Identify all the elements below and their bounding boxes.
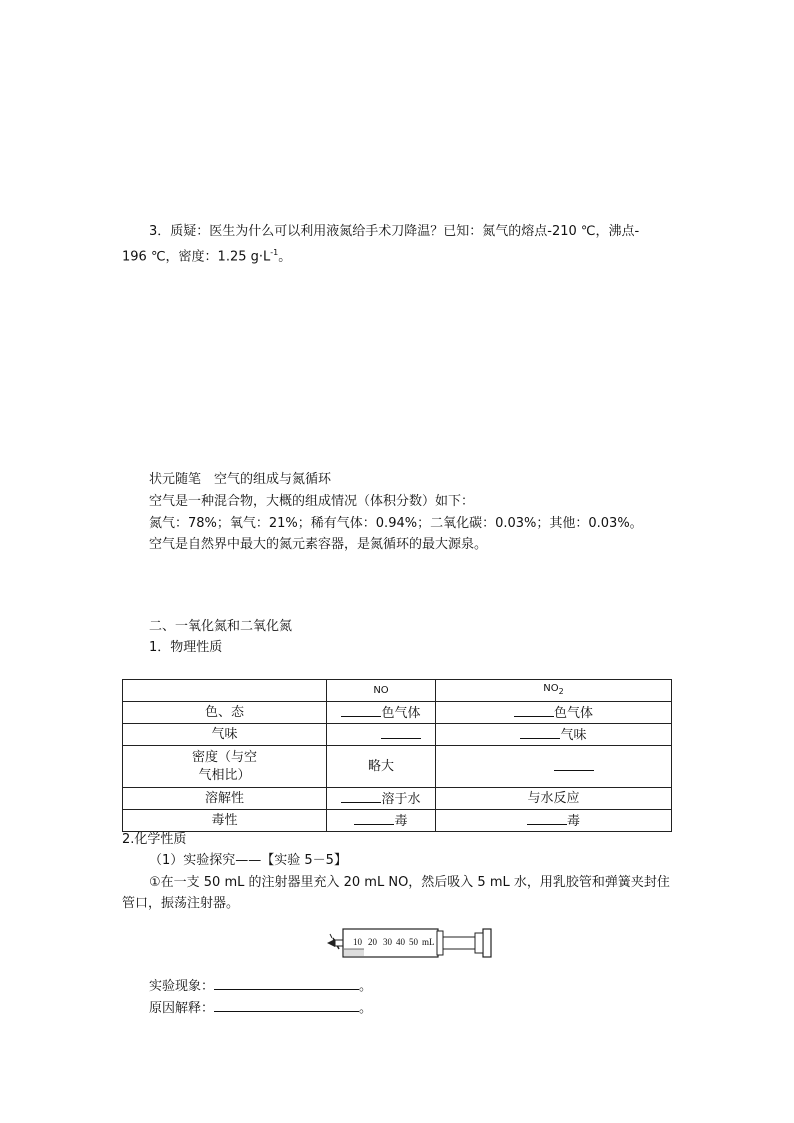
experiment-step1-line2: 管口，振荡注射器。	[122, 896, 240, 911]
phenomenon-label: 实验现象：	[149, 979, 215, 994]
cell-no2-odor[interactable]: 气味	[436, 724, 672, 746]
plunger-thumb	[483, 929, 491, 957]
explanation-answer-blank[interactable]	[214, 997, 359, 1012]
header-no: NO	[327, 680, 436, 702]
scale-label: 20	[368, 937, 377, 947]
experiment-step1-line1: ①在一支 50 mL 的注射器里充入 20 mL NO，然后吸入 5 mL 水，用乳胶管和弹簧夹封住	[149, 875, 670, 890]
row-label: 密度（与空 气相比）	[123, 746, 327, 788]
cell-no-toxicity[interactable]: 毒	[327, 810, 436, 832]
scale-label: 50	[409, 937, 418, 947]
scale-label: 40	[396, 937, 405, 947]
cell-no2-toxicity[interactable]: 毒	[436, 810, 672, 832]
table-row	[123, 810, 672, 832]
section-heading: 二、一氧化氮和二氧化氮	[149, 619, 293, 634]
period: 。	[359, 979, 373, 994]
cell-no-solubility[interactable]: 溶于水	[327, 788, 436, 810]
fill-blank[interactable]	[527, 810, 567, 825]
experiment-title: （1）实验探究——【实验 5－5】	[149, 853, 347, 868]
physical-properties-heading: 1．物理性质	[149, 640, 223, 655]
cell-no-odor[interactable]	[327, 724, 436, 746]
water-layer	[344, 949, 364, 956]
cell-no-density: 略大	[327, 746, 436, 788]
row-label: 毒性	[123, 810, 327, 832]
fill-blank[interactable]	[514, 702, 554, 717]
period: 。	[359, 1001, 373, 1016]
period: 。	[278, 249, 292, 265]
syringe-diagram	[323, 923, 503, 963]
cell-no-color[interactable]: 色气体	[327, 702, 436, 724]
scale-label: 10	[353, 937, 362, 947]
note-line2: 氮气：78%；氧气：21%；稀有气体：0.94%；二氧化碳：0.03%；其他：0.03%。	[149, 516, 643, 531]
table-row	[123, 702, 672, 724]
row-label: 溶解性	[123, 788, 327, 810]
note-title: 状元随笔 空气的组成与氮循环	[149, 472, 332, 487]
cell-no2-density[interactable]	[436, 746, 672, 788]
note-line1: 空气是一种混合物，大概的组成情况（体积分数）如下：	[149, 494, 475, 509]
header-empty	[123, 680, 327, 702]
scale-label: 30	[383, 937, 392, 947]
cell-no2-color[interactable]: 色气体	[436, 702, 672, 724]
table-row	[123, 788, 672, 810]
physical-properties-table	[122, 679, 672, 832]
phenomenon-row	[149, 975, 372, 997]
row-label: 气味	[123, 724, 327, 746]
row-label: 色、态	[123, 702, 327, 724]
header-no2: $NO_2$	[436, 680, 672, 702]
note-line3: 空气是自然界中最大的氮元素容器，是氮循环的最大源泉。	[149, 537, 488, 552]
fill-blank[interactable]	[354, 810, 394, 825]
fill-blank[interactable]	[520, 724, 560, 739]
fill-blank[interactable]	[341, 702, 381, 717]
question-3-line1: 3．质疑：医生为什么可以利用液氮给手术刀降温？已知：氮气的熔点-210 ℃，沸点-	[149, 224, 640, 239]
table-row	[123, 724, 672, 746]
clamp-icon	[327, 934, 343, 949]
scale-label: mL	[422, 937, 435, 947]
phenomenon-answer-blank[interactable]	[214, 975, 359, 990]
fill-blank[interactable]	[554, 756, 594, 771]
table-header-row	[123, 680, 672, 702]
table-row	[123, 746, 672, 788]
cell-no2-solubility: 与水反应	[436, 788, 672, 810]
question-3-line2	[122, 243, 291, 267]
density-exponent: -1	[270, 248, 279, 257]
explanation-row	[149, 997, 372, 1019]
fill-blank[interactable]	[381, 724, 421, 739]
explanation-label: 原因解释：	[149, 1001, 215, 1016]
density-text: 196 ℃，密度：1.25 g·L	[122, 249, 271, 265]
fill-blank[interactable]	[341, 788, 381, 803]
chemical-properties-heading: 2.化学性质	[122, 832, 187, 847]
